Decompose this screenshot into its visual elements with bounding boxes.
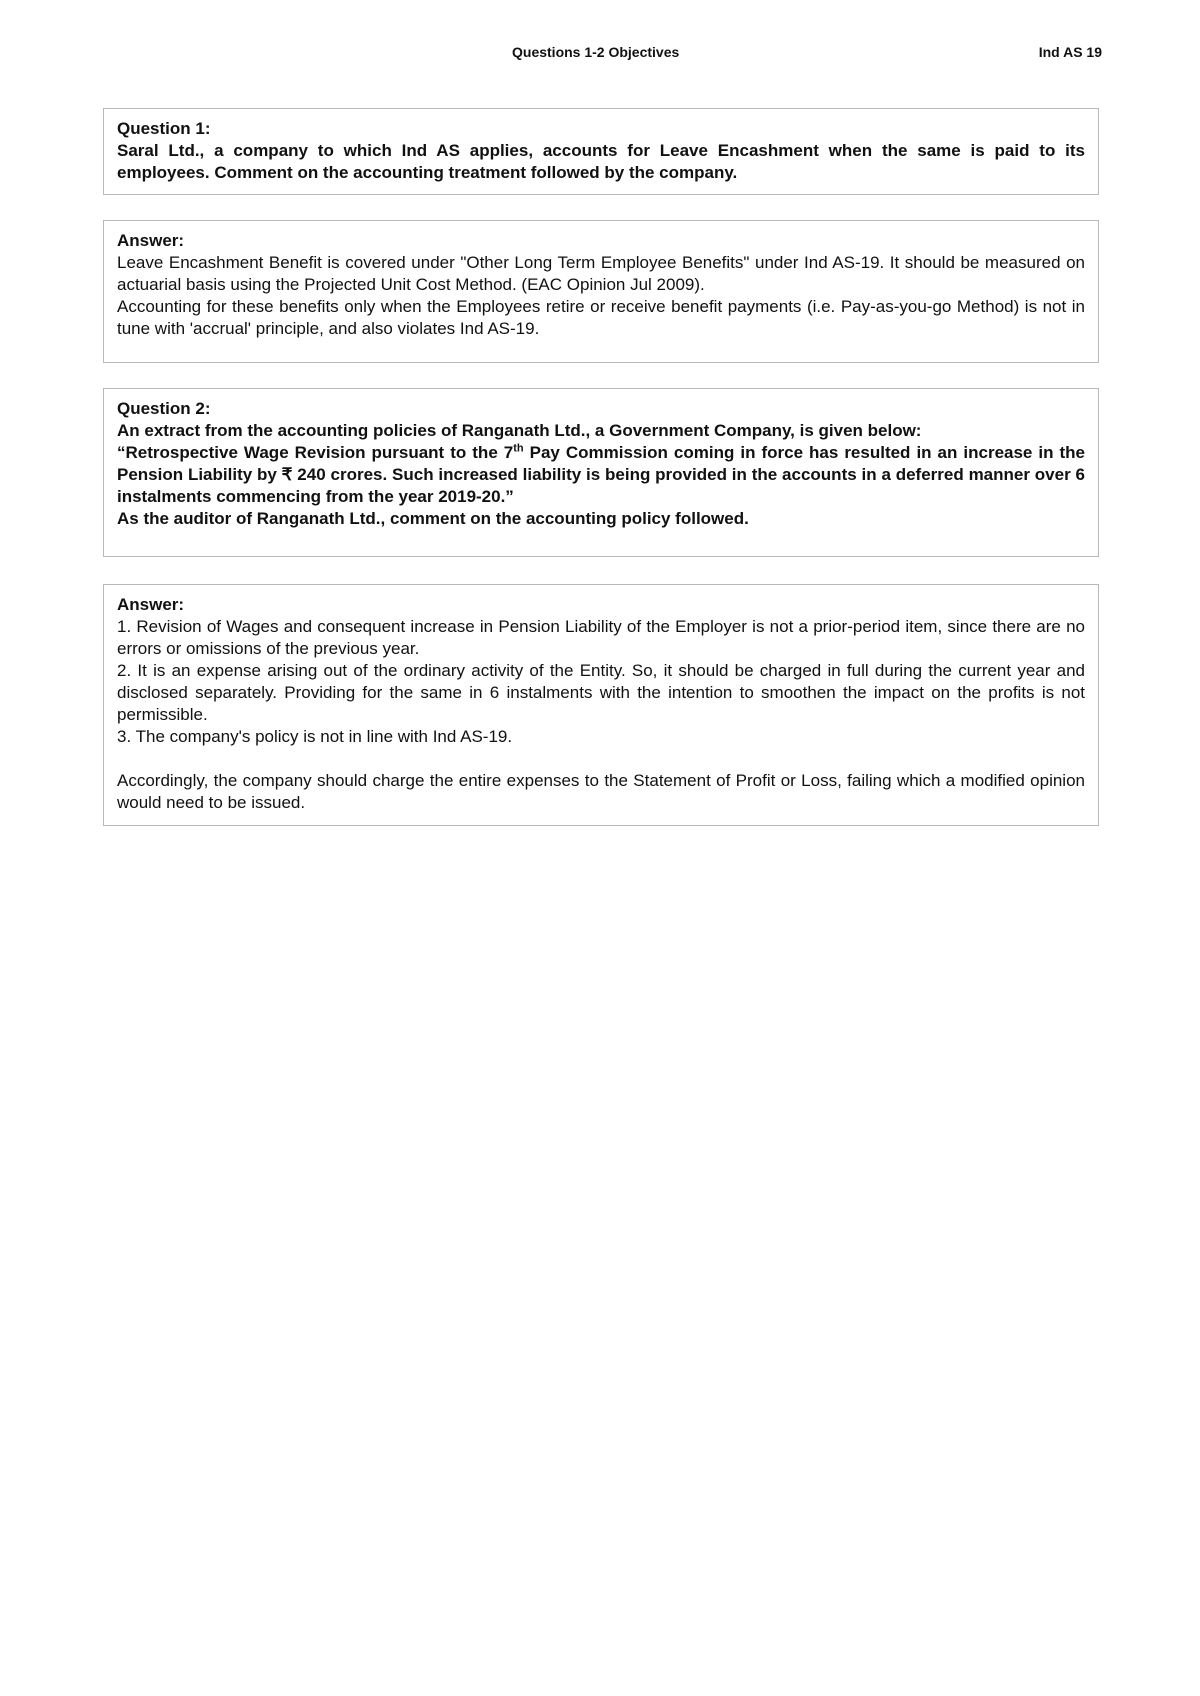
header-subject: Ind AS 19 [1038, 44, 1102, 60]
answer-2-point-1 [117, 616, 1085, 660]
answer-1-paragraph-1: Leave Encashment Benefit is covered under "Other Long Term Employee Benefits" under Ind AS-19. It should be measured on actuarial basis using the Projected Unit Cost Method. (EAC Opinion Jul 2009). [117, 253, 1085, 294]
answer-1-box [103, 220, 1099, 363]
answer-2-conclusion: Accordingly, the company should charge the entire expenses to the Statement of Profit or Loss, failing which a modified opinion would need to be issued. [117, 771, 1085, 812]
question-2-quote [117, 442, 1085, 508]
paragraph-spacer [117, 748, 1085, 770]
question-2-quote-start: “Retrospective Wage Revision pursuant to the 7 [117, 443, 514, 462]
answer-2-box [103, 584, 1099, 826]
answer-1-paragraph-2: Accounting for these benefits only when the Employees retire or receive benefit payments (i.e. Pay-as-you-go Method) is not in tune with 'accrual' principle, and also violates Ind AS-19. [117, 297, 1085, 338]
question-1-box [103, 108, 1099, 195]
answer-1-label: Answer: [117, 231, 185, 250]
question-2-intro: An extract from the accounting policies of Ranganath Ltd., a Government Company, is given below: [117, 421, 922, 440]
page-header [0, 44, 1200, 68]
answer-2-point-2 [117, 660, 1085, 726]
question-1-label: Question 1: [117, 119, 211, 138]
answer-2-point-1-num: 1. [117, 617, 132, 636]
answer-2-point-3-text: The company's policy is not in line with Ind AS-19. [131, 727, 513, 746]
question-2-quote-sup: th [513, 442, 524, 455]
answer-2-point-2-num: 2. [117, 661, 132, 680]
question-2-box [103, 388, 1099, 557]
header-title: Questions 1-2 Objectives [512, 44, 680, 60]
answer-2-point-3 [117, 726, 1085, 748]
answer-2-point-1-text: Revision of Wages and consequent increase in Pension Liability of the Employer is not a prior-period item, since there are no errors or omissions of the previous year. [117, 617, 1085, 658]
answer-2-point-2-text: It is an expense arising out of the ordinary activity of the Entity. So, it should be charged in full during the current year and disclosed separately. Providing for the same in 6 instalments with the intention to smoothen the impact on the profits is not permissible. [117, 661, 1085, 724]
question-2-label: Question 2: [117, 399, 211, 418]
question-1-text: Saral Ltd., a company to which Ind AS applies, accounts for Leave Encashment when the same is paid to its employees. Comment on the accounting treatment followed by the company. [117, 141, 1085, 182]
question-2-quote-end: Pay Commission coming in force has resulted in an increase in the Pension Liability by ₹ 240 crores. Such increased liability is being provided in the accounts in a deferred manner over 6 instalments commencing from the year 2019-20.” [117, 443, 1086, 506]
question-2-closing: As the auditor of Ranganath Ltd., comment on the accounting policy followed. [117, 509, 749, 528]
answer-2-point-3-num: 3. [117, 727, 132, 746]
answer-2-label: Answer: [117, 595, 185, 614]
